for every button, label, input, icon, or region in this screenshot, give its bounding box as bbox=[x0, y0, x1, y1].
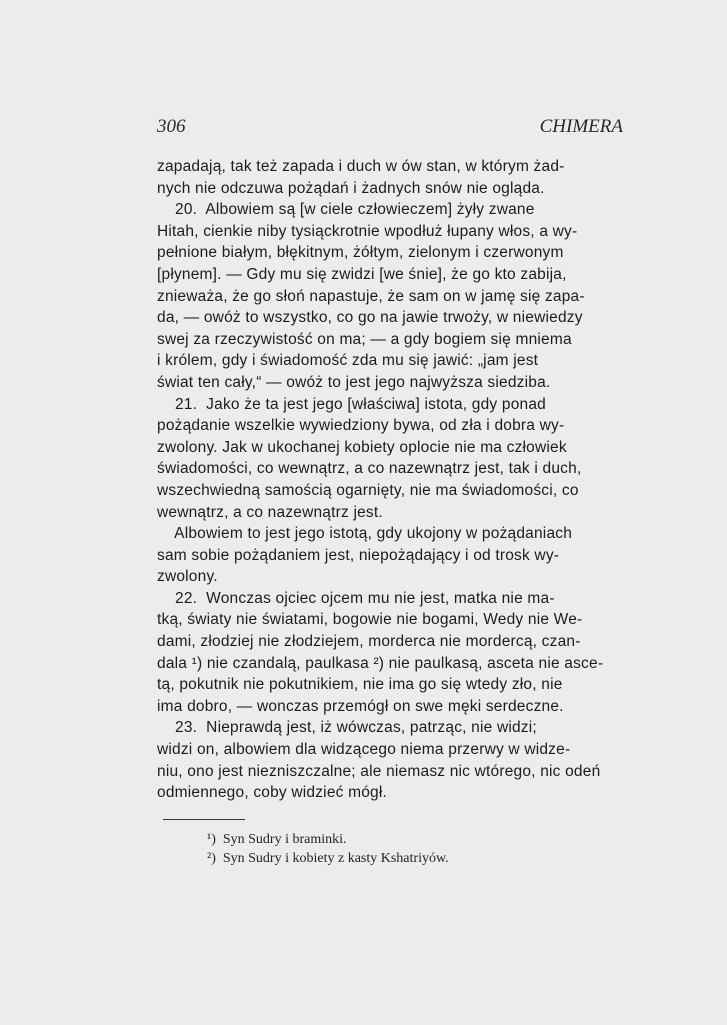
footnotes bbox=[207, 830, 449, 868]
footnote-2: ²) Syn Sudry i kobiety z kasty Kshatriyów. bbox=[207, 851, 449, 866]
text-line: Albowiem to jest jego istotą, gdy ukojony w pożądaniach bbox=[157, 525, 573, 543]
text-line: dami, złodziej nie złodziejem, morderca nie mordercą, czan- bbox=[157, 633, 581, 651]
text-line: wewnątrz, a co nazewnątrz jest. bbox=[157, 503, 383, 521]
text-line: da, — owóż to wszystko, co go na jawie trwoży, w niewiedzy bbox=[157, 309, 583, 327]
text-line: tą, pokutnik nie pokutnikiem, nie ima go się wtedy zło, nie bbox=[157, 676, 563, 694]
text-line: i królem, gdy i świadomość zda mu się jawić: „jam jest bbox=[157, 352, 539, 370]
text-line: 20. Albowiem są [w ciele człowieczem] żyły zwane bbox=[157, 201, 535, 219]
page-number: 306 bbox=[157, 116, 186, 137]
text-line: 21. Jako że ta jest jego [właściwa] istota, gdy ponad bbox=[157, 395, 546, 413]
text-line: zwolony. bbox=[157, 568, 218, 586]
text-line: swej za rzeczywistość on ma; — a gdy bogiem się mniema bbox=[157, 330, 572, 348]
page-header bbox=[157, 116, 623, 138]
text-line: świat ten cały,“ — owóż to jest jego najwyższa siedziba. bbox=[157, 373, 551, 391]
text-line: pełnione białym, błękitnym, żółtym, zielonym i czerwonym bbox=[157, 244, 564, 262]
text-line: 23. Nieprawdą jest, iż wówczas, patrząc, nie widzi; bbox=[157, 719, 537, 737]
text-line: niu, ono jest niezniszczalne; ale niemasz nic wtórego, nic odeń bbox=[157, 762, 601, 780]
running-title: CHIMERA bbox=[539, 116, 623, 137]
text-line: odmiennego, coby widzieć mógł. bbox=[157, 784, 388, 802]
text-line: pożądanie wszelkie wywiedziony bywa, od zła i dobra wy- bbox=[157, 417, 565, 435]
text-line: Hitah, cienkie niby tysiąckrotnie wpodłuż łupany włos, a wy- bbox=[157, 222, 578, 240]
text-line: 22. Wonczas ojciec ojcem mu nie jest, matka nie ma- bbox=[157, 589, 555, 607]
body-text bbox=[157, 156, 603, 804]
text-line: sam sobie pożądaniem jest, niepożądający i od trosk wy- bbox=[157, 546, 560, 564]
footnote-1: ¹) Syn Sudry i braminki. bbox=[207, 832, 347, 847]
footnote-divider bbox=[163, 819, 245, 820]
text-line: świadomości, co wewnątrz, a co nazewnątrz jest, tak i duch, bbox=[157, 460, 582, 478]
text-line: [płynem]. — Gdy mu się zwidzi [we śnie], że go kto zabija, bbox=[157, 265, 567, 283]
text-line: dala ¹) nie czandalą, paulkasa ²) nie paulkasą, asceta nie asce- bbox=[157, 654, 604, 672]
text-line: wszechwiedną samością ogarnięty, nie ma świadomości, co bbox=[157, 481, 579, 499]
text-line: zwolony. Jak w ukochanej kobiety oplocie nie ma człowiek bbox=[157, 438, 567, 456]
text-line: zapadają, tak też zapada i duch w ów stan, w którym żad- bbox=[157, 158, 565, 175]
text-line: nych nie odczuwa pożądań i żadnych snów nie ogląda. bbox=[157, 179, 545, 197]
text-line: widzi on, albowiem dla widzącego niema przerwy w widze- bbox=[157, 741, 571, 759]
text-line: tką, światy nie światami, bogowie nie bogami, Wedy nie We- bbox=[157, 611, 583, 629]
text-line: znieważa, że go słoń napastuje, że sam on w jamę się zapa- bbox=[157, 287, 585, 305]
text-line: ima dobro, — wonczas przemógł on swe męki serdeczne. bbox=[157, 697, 564, 715]
